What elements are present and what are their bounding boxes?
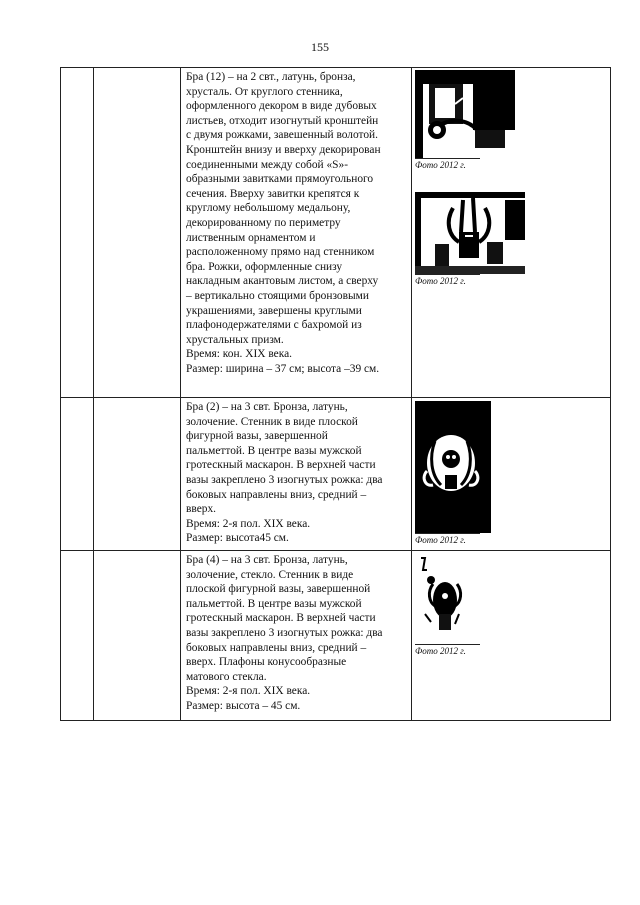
desc-line: декорированному по периметру — [186, 216, 341, 229]
inventory-cell — [94, 68, 181, 398]
desc-line: Время: 2-я пол. XIX века. — [186, 685, 311, 698]
index-cell — [61, 398, 94, 551]
photo-cell — [412, 68, 611, 398]
desc-line: хрусталь. От круглого стенника, — [186, 85, 343, 98]
desc-line: накладным акантовым листом, а сверху — [186, 275, 379, 288]
desc-line: гротескный маскарон. В верхней части — [186, 459, 376, 472]
desc-line: расположенному прямо над стенником — [186, 246, 375, 259]
sconce-photo — [415, 401, 491, 533]
desc-line: круглому небольшому медальону, — [186, 202, 351, 215]
description-cell — [181, 551, 412, 721]
description-cell — [181, 398, 412, 551]
desc-line: Бра (12) – на 2 свт., латунь, бронза, — [186, 71, 356, 83]
desc-line: Бра (4) – на 3 свт. Бронза, латунь, — [186, 554, 348, 566]
desc-line: золочение. Стенник в виде плоской — [186, 415, 358, 428]
sconce-photo — [415, 554, 465, 644]
desc-line: пальметтой. В центре вазы мужской — [186, 444, 362, 457]
photo-caption: Фото 2012 г. — [415, 644, 480, 658]
desc-line: вазы закреплено 3 изогнутых рожка: два — [186, 473, 383, 486]
photo-caption: Фото 2012 г. — [415, 274, 480, 288]
index-cell — [61, 68, 94, 398]
inventory-cell — [94, 551, 181, 721]
desc-line: – вертикально стоящими бронзовыми — [186, 289, 369, 302]
desc-line: Размер: ширина – 37 см; высота –39 см. — [186, 362, 380, 375]
sconce-photo — [415, 70, 515, 158]
table-row — [61, 398, 611, 551]
desc-line: фигурной вазы, завершенной — [186, 430, 328, 443]
desc-line: золочение, стекло. Стенник в виде — [186, 568, 354, 581]
desc-line: хрустальных призм. — [186, 333, 284, 346]
desc-line: Размер: высота45 см. — [186, 532, 289, 545]
desc-line: вверх. Плафоны конусообразные — [186, 656, 347, 669]
desc-line: плафонодержателями с бахромой из — [186, 319, 362, 332]
desc-line: Бра (2) – на 3 свт. Бронза, латунь, — [186, 401, 348, 413]
desc-line: боковых направлены вниз, средний – — [186, 641, 367, 654]
desc-line: бра. Рожки, оформленные снизу — [186, 260, 343, 273]
photo-cell — [412, 551, 611, 721]
desc-line: оформленного декором в виде дубовых — [186, 100, 377, 113]
desc-line: листьев, отходит изогнутый кронштейн — [186, 114, 379, 127]
desc-line: вверх. — [186, 503, 216, 516]
desc-line: пальметтой. В центре вазы мужской — [186, 597, 362, 610]
desc-line: соединенными между собой «S»- — [186, 158, 349, 171]
desc-line: боковых направлены вниз, средний – — [186, 488, 367, 501]
desc-line: Время: 2-я пол. XIX века. — [186, 517, 311, 530]
inventory-cell — [94, 398, 181, 551]
desc-line: плоской фигурной вазы, завершенной — [186, 583, 371, 596]
photo-cell — [412, 398, 611, 551]
desc-line: лиственным орнаментом и — [186, 231, 316, 244]
desc-line: образными завитками прямоугольного — [186, 173, 374, 186]
description-cell — [181, 68, 412, 398]
desc-line: с двумя рожками, завешенный волотой. — [186, 129, 378, 142]
table-row — [61, 68, 611, 398]
sconce-photo — [415, 192, 525, 274]
desc-line: вазы закреплено 3 изогнутых рожка: два — [186, 626, 383, 639]
desc-line: гротескный маскарон. В верхней части — [186, 612, 376, 625]
catalog-table — [60, 67, 611, 721]
table-row — [61, 551, 611, 721]
photo-caption: Фото 2012 г. — [415, 158, 480, 172]
desc-line: украшениями, завершены круглыми — [186, 304, 362, 317]
desc-line: Время: кон. XIX века. — [186, 348, 292, 361]
desc-line: матового стекла. — [186, 670, 267, 683]
photo-caption: Фото 2012 г. — [415, 533, 480, 547]
page-number: 155 — [311, 40, 329, 54]
index-cell — [61, 551, 94, 721]
desc-line: сечения. Вверху завитки крепятся к — [186, 187, 360, 200]
desc-line: Размер: высота – 45 см. — [186, 699, 301, 712]
desc-line: Кронштейн внизу и вверху декорирован — [186, 143, 381, 156]
